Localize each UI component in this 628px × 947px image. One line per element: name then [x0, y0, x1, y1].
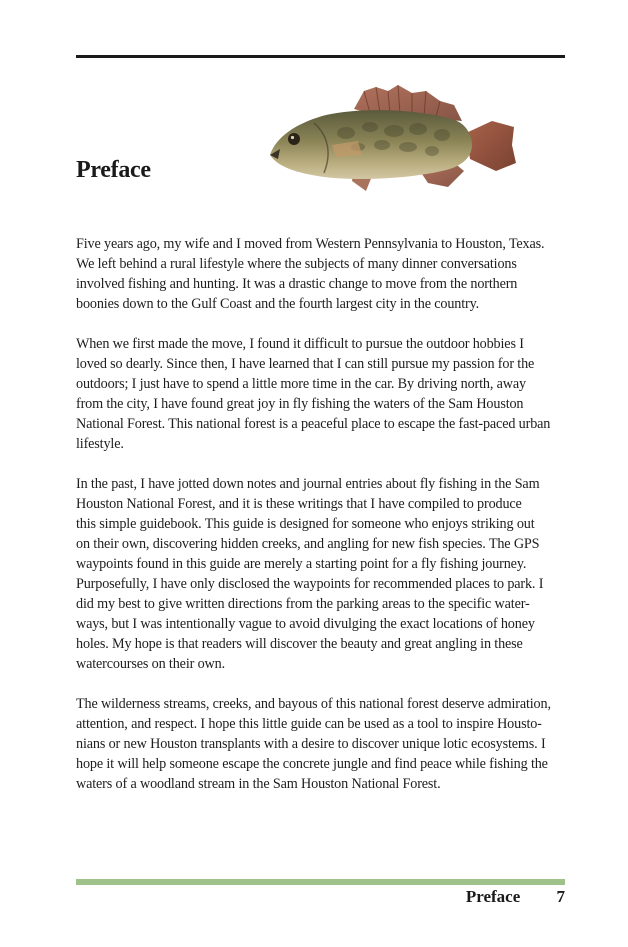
- text-line: waters of a woodland stream in the Sam Houston National Forest.: [76, 776, 441, 792]
- footer-section-title: Preface: [465, 887, 521, 906]
- text-line: attention, and respect. I hope this little guide can be used as a tool to inspire Housto-: [76, 716, 542, 732]
- text-line: waypoints found in this guide are merely a starting point for a fly fishing journey.: [76, 556, 527, 572]
- page-title: Preface: [76, 157, 151, 183]
- text-line: boonies down to the Gulf Coast and the fourth largest city in the country.: [76, 296, 480, 312]
- text-line: The wilderness streams, creeks, and bayous of this national forest deserve admiration,: [76, 696, 551, 712]
- page-number: 7: [556, 887, 565, 906]
- text-line: involved fishing and hunting. It was a drastic change to move from the northern: [76, 276, 518, 292]
- text-line: holes. My hope is that readers will discover the beauty and great angling in these: [76, 636, 523, 652]
- top-rule: [76, 55, 565, 58]
- text-line: In the past, I have jotted down notes and journal entries about fly fishing in the Sam: [76, 476, 540, 492]
- paragraph-3: [76, 474, 566, 674]
- text-line: from the city, I have found great joy in fly fishing the waters of the Sam Houston: [76, 396, 524, 412]
- text-line: lifestyle.: [76, 436, 124, 452]
- text-line: When we first made the move, I found it difficult to pursue the outdoor hobbies I: [76, 336, 524, 352]
- paragraph-4: [76, 694, 566, 794]
- text-line: Five years ago, my wife and I moved from Western Pennsylvania to Houston, Texas.: [76, 236, 545, 252]
- text-line: Purposefully, I have only disclosed the waypoints for recommended places to park. I: [76, 576, 544, 592]
- sunfish-illustration: [266, 83, 518, 195]
- text-line: hope it will help someone escape the concrete jungle and find peace while fishing the: [76, 756, 548, 772]
- body-text: [76, 234, 566, 814]
- paragraph-2: [76, 334, 566, 454]
- text-line: Houston National Forest, and it is these writings that I have compiled to produce: [76, 496, 522, 512]
- text-line: We left behind a rural lifestyle where the subjects of many dinner conversations: [76, 256, 517, 272]
- text-line: ways, but I was intentionally vague to avoid divulging the exact locations of honey: [76, 616, 535, 632]
- bottom-rule: [76, 879, 565, 885]
- text-line: on their own, discovering hidden creeks, and angling for new fish species. The GPS: [76, 536, 540, 552]
- page-footer: [466, 887, 565, 907]
- text-line: outdoors; I just have to spend a little more time in the car. By driving north, away: [76, 376, 526, 392]
- text-line: did my best to give written directions from the parking areas to the specific water-: [76, 596, 530, 612]
- paragraph-1: [76, 234, 566, 314]
- text-line: nians or new Houston transplants with a desire to discover unique lotic ecosystems. I: [76, 736, 546, 752]
- text-line: loved so dearly. Since then, I have learned that I can still pursue my passion for the: [76, 356, 535, 372]
- text-line: this simple guidebook. This guide is designed for someone who enjoys striking out: [76, 516, 535, 532]
- text-line: watercourses on their own.: [76, 656, 225, 672]
- text-line: National Forest. This national forest is a peaceful place to escape the fast-paced urban: [76, 416, 551, 432]
